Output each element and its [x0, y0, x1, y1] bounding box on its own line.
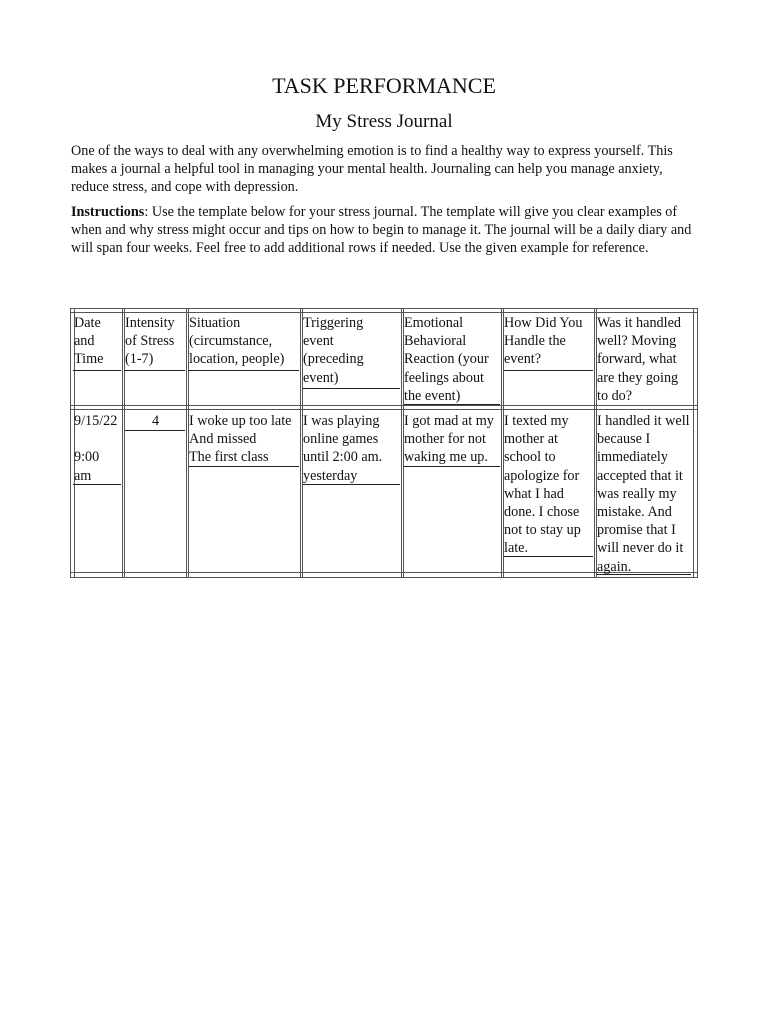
row-divider-inner [71, 409, 697, 410]
cell-underline [504, 556, 593, 557]
cell-triggering-event: I was playing online games until 2:00 am. yesterday [303, 413, 383, 484]
cell-situation: I woke up too late And missed The first class [189, 413, 292, 466]
header-situation: Situation (circumstance, location, people) [189, 315, 285, 368]
stress-journal-table [70, 308, 698, 578]
instructions-text: : Use the template below for your stress journal. The template will give you clear examples of when and why stress might occur and tips on how to begin to manage it. The journal will be a daily diary and will span four weeks. Feel free to add additional rows if needed. Use the given example for reference. [71, 204, 692, 257]
cell-underline [125, 430, 185, 431]
cell-underline [597, 574, 691, 575]
cell-date-time: 9/15/22 9:00 am [74, 413, 118, 484]
header-handled-well: Was it handled well? Moving forward, what are they going to do? [597, 315, 681, 404]
header-emotional-reaction: Emotional Behavioral Reaction (your feelings about the event) [404, 315, 489, 404]
header-intensity: Intensity of Stress (1-7) [125, 315, 175, 368]
page-title: TASK PERFORMANCE [272, 73, 496, 98]
row-divider [71, 405, 697, 406]
cell-underline [73, 484, 121, 485]
header-underline [73, 370, 121, 371]
cell-underline [404, 466, 500, 467]
cell-underline [303, 484, 400, 485]
instructions-label: Instructions [71, 204, 145, 220]
instructions-paragraph [71, 203, 701, 258]
header-underline [303, 388, 400, 389]
cell-intensity: 4 [151, 413, 160, 429]
header-triggering-event: Triggering event (preceding event) [303, 315, 364, 386]
cell-handled-well: I handled it well because I immediately accepted that it was really my mistake. And promise that I will never do it again. [597, 413, 690, 575]
intro-paragraph: One of the ways to deal with any overwhelming emotion is to find a healthy way to express yourself. This makes a journal a helpful tool in managing your mental health. Journaling can help you manage anxiety, reduce stress, and cope with depression. [71, 143, 673, 196]
header-underline [189, 370, 299, 371]
cell-how-handled: I texted my mother at school to apologize for what I had done. I chose not to stay up late. [504, 413, 581, 557]
page-subtitle: My Stress Journal [315, 111, 453, 132]
header-underline [125, 370, 185, 371]
header-how-handled: How Did You Handle the event? [504, 315, 583, 368]
header-underline [404, 404, 500, 405]
table-border-top-inner [71, 312, 697, 313]
header-underline [504, 370, 593, 371]
cell-underline [189, 466, 299, 467]
header-date-time: Date and Time [74, 315, 104, 368]
cell-emotional-reaction: I got mad at my mother for not waking me up. [404, 413, 494, 466]
